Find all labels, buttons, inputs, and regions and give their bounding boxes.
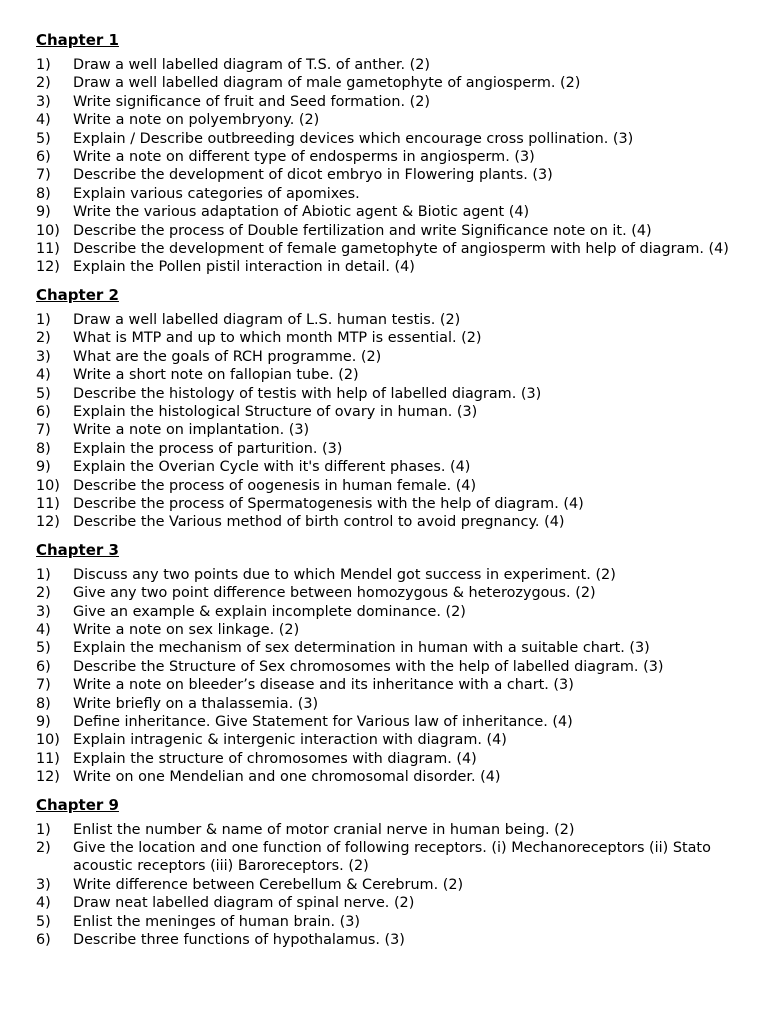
question-text: Describe the process of Spermatogenesis with the help of diagram. (4) xyxy=(73,495,584,512)
question-text: Draw neat labelled diagram of spinal nerve. (2) xyxy=(73,895,415,912)
question-text: Explain various categories of apomixes. xyxy=(73,185,360,202)
question-item xyxy=(36,111,732,129)
question-item xyxy=(36,639,732,657)
question-item xyxy=(36,513,732,531)
chapter-title: Chapter 2 xyxy=(36,285,119,304)
question-number: 5) xyxy=(36,385,51,402)
question-text: Write briefly on a thalassemia. (3) xyxy=(73,695,319,712)
question-item xyxy=(36,311,732,329)
question-item xyxy=(36,329,732,347)
question-number: 6) xyxy=(36,149,51,166)
question-text: Give an example & explain incomplete dominance. (2) xyxy=(73,603,466,620)
question-number: 4) xyxy=(36,112,51,129)
question-item xyxy=(36,458,732,476)
question-number: 3) xyxy=(36,603,51,620)
question-text: Describe the development of dicot embryo in Flowering plants. (3) xyxy=(73,167,553,184)
question-text: Explain the Pollen pistil interaction in detail. (4) xyxy=(73,259,415,276)
chapter-title: Chapter 1 xyxy=(36,31,119,49)
question-item xyxy=(36,56,732,74)
question-number: 3) xyxy=(36,348,51,365)
question-number: 3) xyxy=(36,876,51,893)
question-item xyxy=(36,695,732,713)
question-number: 7) xyxy=(36,422,51,439)
question-text: Explain the histological Structure of ovary in human. (3) xyxy=(73,403,478,420)
question-text: Explain intragenic & intergenic interaction with diagram. (4) xyxy=(73,732,507,749)
question-number: 6) xyxy=(36,932,51,949)
question-text: Write a note on bleeder’s disease and its inheritance with a chart. (3) xyxy=(73,677,574,694)
question-number: 3) xyxy=(36,93,51,110)
question-number: 11) xyxy=(36,750,60,767)
question-item xyxy=(36,185,732,203)
question-item xyxy=(36,768,732,786)
question-text: Draw a well labelled diagram of T.S. of anther. (2) xyxy=(73,57,431,73)
question-item xyxy=(36,403,732,421)
question-item xyxy=(36,731,732,749)
question-text: Enlist the meninges of human brain. (3) xyxy=(73,913,361,930)
question-number: 4) xyxy=(36,895,51,912)
question-number: 5) xyxy=(36,913,51,930)
question-item xyxy=(36,894,732,912)
question-item xyxy=(36,203,732,221)
question-number: 11) xyxy=(36,241,60,258)
question-item xyxy=(36,385,732,403)
question-text: Describe the development of female gametophyte of angiosperm with help of diagram. (4) xyxy=(73,241,729,258)
question-item xyxy=(36,258,732,276)
question-number: 5) xyxy=(36,130,51,147)
question-text: Write on one Mendelian and one chromosomal disorder. (4) xyxy=(73,769,501,786)
question-text: Give any two point difference between homozygous & heterozygous. (2) xyxy=(73,585,596,602)
chapter-section xyxy=(36,30,732,277)
question-text: What are the goals of RCH programme. (2) xyxy=(73,348,382,365)
question-number: 6) xyxy=(36,658,51,675)
question-number: 5) xyxy=(36,640,51,657)
question-number: 2) xyxy=(36,585,51,602)
question-number: 8) xyxy=(36,185,51,202)
question-number: 10) xyxy=(36,222,60,239)
question-text: Write a note on sex linkage. (2) xyxy=(73,621,300,638)
question-item xyxy=(36,495,732,513)
question-item xyxy=(36,566,732,584)
question-text: Describe the process of oogenesis in human female. (4) xyxy=(73,477,477,494)
question-text: Write the various adaptation of Abiotic agent & Biotic agent (4) xyxy=(73,204,530,221)
chapter-title: Chapter 3 xyxy=(36,540,119,559)
question-text: Explain the structure of chromosomes with diagram. (4) xyxy=(73,750,477,767)
question-number: 9) xyxy=(36,459,51,476)
question-number: 10) xyxy=(36,477,60,494)
question-text: Explain / Describe outbreeding devices which encourage cross pollination. (3) xyxy=(73,130,634,147)
question-text: Write a short note on fallopian tube. (2) xyxy=(73,367,359,384)
question-text: Describe the Structure of Sex chromosomes with the help of labelled diagram. (3) xyxy=(73,658,664,675)
question-item xyxy=(36,222,732,240)
question-item xyxy=(36,913,732,931)
question-number: 1) xyxy=(36,311,51,328)
question-number: 4) xyxy=(36,621,51,638)
question-text: Describe the histology of testis with help of labelled diagram. (3) xyxy=(73,385,542,402)
question-item xyxy=(36,166,732,184)
chapter-section xyxy=(36,795,732,950)
chapter-list xyxy=(36,30,732,949)
question-item xyxy=(36,348,732,366)
chapter-section xyxy=(36,540,732,787)
chapter-title: Chapter 9 xyxy=(36,795,119,814)
question-number: 8) xyxy=(36,440,51,457)
question-text: Enlist the number & name of motor cranial nerve in human being. (2) xyxy=(73,821,575,838)
question-number: 2) xyxy=(36,840,51,857)
question-item xyxy=(36,931,732,949)
question-text: Write a note on implantation. (3) xyxy=(73,422,310,439)
question-text: What is MTP and up to which month MTP is essential. (2) xyxy=(73,330,482,347)
question-text: Write significance of fruit and Seed formation. (2) xyxy=(73,93,431,110)
question-text: Draw a well labelled diagram of L.S. human testis. (2) xyxy=(73,311,461,328)
question-number: 2) xyxy=(36,75,51,92)
question-number: 9) xyxy=(36,714,51,730)
question-text: Write a note on different type of endosperms in angiosperm. (3) xyxy=(73,149,535,166)
question-item xyxy=(36,366,732,384)
question-text: Write difference between Cerebellum & Cerebrum. (2) xyxy=(73,876,464,893)
question-text: Explain the process of parturition. (3) xyxy=(73,440,343,457)
question-number: 10) xyxy=(36,732,60,749)
question-text: Describe the Various method of birth control to avoid pregnancy. (4) xyxy=(73,514,565,531)
question-number: 12) xyxy=(36,514,60,531)
question-item xyxy=(36,658,732,676)
question-item xyxy=(36,621,732,639)
question-number: 2) xyxy=(36,330,51,347)
question-text: Give the location and one function of following receptors. (i) Mechanoreceptors (ii) Stato acoustic receptors (iii) Baroreceptors. (2) xyxy=(73,840,711,875)
question-item xyxy=(36,713,732,731)
question-number: 12) xyxy=(36,259,60,276)
question-item xyxy=(36,421,732,439)
question-number: 7) xyxy=(36,677,51,694)
question-item xyxy=(36,821,732,839)
question-list xyxy=(36,311,732,532)
question-text: Discuss any two points due to which Mendel got success in experiment. (2) xyxy=(73,566,616,583)
question-number: 1) xyxy=(36,821,51,838)
question-number: 4) xyxy=(36,367,51,384)
question-item xyxy=(36,676,732,694)
question-number: 1) xyxy=(36,566,51,583)
question-text: Explain the mechanism of sex determination in human with a suitable chart. (3) xyxy=(73,640,650,657)
question-number: 1) xyxy=(36,57,51,73)
question-text: Describe the process of Double fertilization and write Significance note on it. (4) xyxy=(73,222,652,239)
question-item xyxy=(36,240,732,258)
question-number: 12) xyxy=(36,769,60,786)
chapter-section xyxy=(36,285,732,532)
question-number: 6) xyxy=(36,403,51,420)
question-list xyxy=(36,566,732,787)
question-text: Write a note on polyembryony. (2) xyxy=(73,112,320,129)
question-number: 9) xyxy=(36,204,51,221)
question-item xyxy=(36,93,732,111)
question-text: Define inheritance. Give Statement for Various law of inheritance. (4) xyxy=(73,714,573,730)
question-list xyxy=(36,821,732,950)
question-text: Describe three functions of hypothalamus. (3) xyxy=(73,932,405,949)
question-item xyxy=(36,477,732,495)
question-text: Explain the Overian Cycle with it's different phases. (4) xyxy=(73,459,471,476)
question-number: 11) xyxy=(36,495,60,512)
question-item xyxy=(36,130,732,148)
question-text: Draw a well labelled diagram of male gametophyte of angiosperm. (2) xyxy=(73,75,581,92)
question-item xyxy=(36,148,732,166)
question-list xyxy=(36,56,732,277)
question-item xyxy=(36,440,732,458)
question-item xyxy=(36,74,732,92)
question-number: 8) xyxy=(36,695,51,712)
question-item xyxy=(36,839,732,876)
question-item xyxy=(36,603,732,621)
question-item xyxy=(36,876,732,894)
question-item xyxy=(36,584,732,602)
question-item xyxy=(36,750,732,768)
question-number: 7) xyxy=(36,167,51,184)
